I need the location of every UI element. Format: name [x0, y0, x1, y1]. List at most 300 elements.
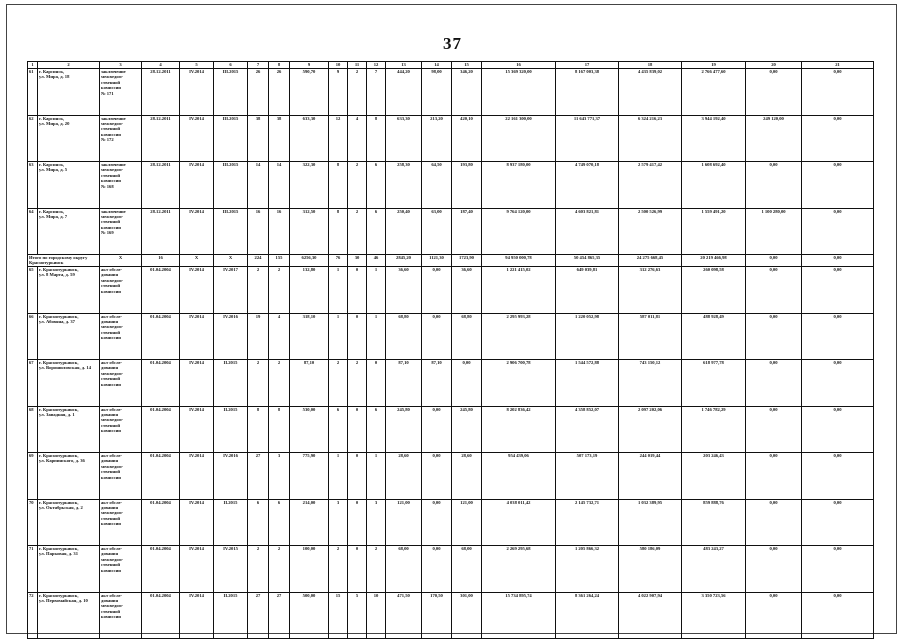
total-value-c20: 0,00	[746, 255, 802, 267]
value-cell-c4: 01.04.2004	[142, 406, 180, 453]
value-cell-c5: IV.2014	[180, 313, 214, 360]
value-cell-c6: III.2015	[214, 115, 248, 162]
value-cell-c15: 28,60	[452, 453, 482, 500]
value-cell-c10: 2	[329, 360, 348, 407]
value-cell-c19: 3 944 192,40	[682, 115, 746, 162]
column-number-14: 14	[422, 62, 452, 69]
value-cell-c21: 0,00	[802, 592, 874, 639]
table-row	[28, 313, 874, 360]
value-cell-c12: 8	[367, 115, 386, 162]
value-cell-c4: 01.04.2004	[142, 546, 180, 593]
page-number: 37	[443, 34, 462, 53]
value-cell-c20: 0,00	[746, 162, 802, 209]
column-number-8: 8	[269, 62, 290, 69]
value-cell-c7: 2	[248, 546, 269, 593]
value-cell-c9: 322,30	[290, 162, 329, 209]
value-cell-c10: 1	[329, 267, 348, 314]
value-cell-c9: 214,00	[290, 499, 329, 546]
value-cell-c13: 633,30	[386, 115, 422, 162]
value-cell-c15: 193,80	[452, 162, 482, 209]
value-cell-c21: 0,00	[802, 267, 874, 314]
value-cell-c19: 2 766 477,60	[682, 69, 746, 116]
value-cell-c15: 68,80	[452, 313, 482, 360]
column-number-6: 6	[214, 62, 248, 69]
total-value-c4: 16	[142, 255, 180, 267]
value-cell-c5: IV.2014	[180, 360, 214, 407]
housing-program-table	[27, 61, 874, 639]
column-number-21: 21	[802, 62, 874, 69]
value-cell-c15: 68,00	[452, 546, 482, 593]
value-cell-c14: 213,20	[422, 115, 452, 162]
value-cell-c4: 01.04.2004	[142, 360, 180, 407]
total-value-c8: 155	[269, 255, 290, 267]
row-number-cell: 61	[28, 69, 38, 116]
value-cell-c8: 4	[269, 313, 290, 360]
value-cell-c18: 2 097 202,06	[619, 406, 682, 453]
address-cell: г. Карсинск, ул. Мира, д. 7	[38, 208, 100, 255]
total-value-c16: 94 950 000,78	[482, 255, 556, 267]
value-cell-c12: 6	[367, 406, 386, 453]
value-cell-c5: IV.2014	[180, 499, 214, 546]
value-cell-c7: 2	[248, 360, 269, 407]
row-number-cell: 72	[28, 592, 38, 639]
document-cell: заключение межведом- ственной комиссии № 169	[100, 208, 142, 255]
value-cell-c11: 2	[348, 208, 367, 255]
value-cell-c11: 0	[348, 313, 367, 360]
value-cell-c16: 4 038 011,42	[482, 499, 556, 546]
column-number-4: 4	[142, 62, 180, 69]
value-cell-c13: 245,80	[386, 406, 422, 453]
value-cell-c4: 01.04.2004	[142, 267, 180, 314]
value-cell-c13: 471,50	[386, 592, 422, 639]
value-cell-c21: 0,00	[802, 453, 874, 500]
table-row	[28, 360, 874, 407]
value-cell-c18: 4 435 839,02	[619, 69, 682, 116]
value-cell-c9: 100,00	[290, 546, 329, 593]
table-body	[28, 69, 874, 639]
address-cell: г. Краснотурьинск, ул. 8 Марта, д. 59	[38, 267, 100, 314]
value-cell-c19: 483 243,27	[682, 546, 746, 593]
value-cell-c17: 11 643 771,37	[556, 115, 619, 162]
value-cell-c17: 4 749 070,18	[556, 162, 619, 209]
total-value-c11: 30	[348, 255, 367, 267]
value-cell-c15: 0,00	[452, 360, 482, 407]
document-cell: заключение межведом- ственной комиссии № 168	[100, 162, 142, 209]
value-cell-c13: 121,00	[386, 499, 422, 546]
value-cell-c10: 9	[329, 69, 348, 116]
column-number-18: 18	[619, 62, 682, 69]
value-cell-c14: 87,10	[422, 360, 452, 407]
value-cell-c14: 0,00	[422, 267, 452, 314]
column-number-15: 15	[452, 62, 482, 69]
document-cell: акт обсле- дования межведом- ственной комиссии	[100, 406, 142, 453]
document-cell: заключение межведом- ственной комиссии № 172	[100, 115, 142, 162]
value-cell-c5: IV.2014	[180, 453, 214, 500]
value-cell-c21: 0,00	[802, 313, 874, 360]
value-cell-c8: 14	[269, 162, 290, 209]
value-cell-c11: 4	[348, 115, 367, 162]
row-number-cell: 67	[28, 360, 38, 407]
total-value-c7: 224	[248, 255, 269, 267]
column-number-1: 1	[28, 62, 38, 69]
value-cell-c21: 0,00	[802, 69, 874, 116]
value-cell-c16: 954 439,06	[482, 453, 556, 500]
value-cell-c9: 318,10	[290, 313, 329, 360]
value-cell-c4: 01.04.2004	[142, 499, 180, 546]
row-number-cell: 65	[28, 267, 38, 314]
value-cell-c4: 28.12.2011	[142, 208, 180, 255]
value-cell-c14: 64,50	[422, 162, 452, 209]
value-cell-c20: 0,00	[746, 360, 802, 407]
total-value-c13: 2845,20	[386, 255, 422, 267]
value-cell-c4: 01.04.2004	[142, 313, 180, 360]
value-cell-c14: 170,50	[422, 592, 452, 639]
column-number-10: 10	[329, 62, 348, 69]
value-cell-c20: 1 100 280,00	[746, 208, 802, 255]
value-cell-c12: 6	[367, 208, 386, 255]
value-cell-c16: 9 764 120,00	[482, 208, 556, 255]
table-row	[28, 267, 874, 314]
total-value-c3: X	[100, 255, 142, 267]
value-cell-c17: 1 205 866,32	[556, 546, 619, 593]
table-row	[28, 115, 874, 162]
value-cell-c17: 8 361 264,24	[556, 592, 619, 639]
value-cell-c12: 2	[367, 546, 386, 593]
value-cell-c16: 1 221 415,02	[482, 267, 556, 314]
document-cell: акт обсле- дования межведом- ственной комиссии	[100, 546, 142, 593]
value-cell-c6: II.2015	[214, 592, 248, 639]
document-cell: акт обсле- дования межведом- ственной комиссии	[100, 592, 142, 639]
document-cell: акт обсле- дования межведом- ственной комиссии	[100, 267, 142, 314]
value-cell-c20: 0,00	[746, 453, 802, 500]
total-value-c14: 1121,30	[422, 255, 452, 267]
total-value-c9: 6256,30	[290, 255, 329, 267]
value-cell-c17: 4 603 821,81	[556, 208, 619, 255]
value-cell-c10: 1	[329, 453, 348, 500]
value-cell-c14: 0,00	[422, 453, 452, 500]
value-cell-c5: IV.2014	[180, 162, 214, 209]
value-cell-c21: 0,00	[802, 162, 874, 209]
value-cell-c14: 0,00	[422, 499, 452, 546]
address-cell: г. Краснотурьинск, ул. Октябрьская, д. 2	[38, 499, 100, 546]
value-cell-c13: 444,20	[386, 69, 422, 116]
column-number-12: 12	[367, 62, 386, 69]
value-cell-c8: 38	[269, 115, 290, 162]
column-number-16: 16	[482, 62, 556, 69]
value-cell-c18: 587 011,81	[619, 313, 682, 360]
value-cell-c19: 260 098,58	[682, 267, 746, 314]
value-cell-c21: 0,00	[802, 499, 874, 546]
column-number-11: 11	[348, 62, 367, 69]
value-cell-c6: IV.2016	[214, 313, 248, 360]
value-cell-c20: 0,00	[746, 406, 802, 453]
value-cell-c18: 244 019,44	[619, 453, 682, 500]
value-cell-c20: 0,00	[746, 69, 802, 116]
value-cell-c6: III.2015	[214, 208, 248, 255]
total-value-c17: 50 454 865,35	[556, 255, 619, 267]
total-row	[28, 255, 874, 267]
value-cell-c14: 0,00	[422, 313, 452, 360]
value-cell-c17: 8 167 003,38	[556, 69, 619, 116]
column-number-row	[28, 62, 874, 69]
value-cell-c15: 301,00	[452, 592, 482, 639]
value-cell-c16: 2 269 295,68	[482, 546, 556, 593]
value-cell-c18: 6 324 216,23	[619, 115, 682, 162]
value-cell-c11: 0	[348, 453, 367, 500]
value-cell-c21: 0,00	[802, 546, 874, 593]
value-cell-c10: 12	[329, 115, 348, 162]
value-cell-c6: III.2015	[214, 69, 248, 116]
value-cell-c12: 0	[367, 360, 386, 407]
value-cell-c12: 1	[367, 313, 386, 360]
value-cell-c21: 0,00	[802, 208, 874, 255]
value-cell-c11: 2	[348, 162, 367, 209]
address-cell: г. Карсинск, ул. Мира, д. 5	[38, 162, 100, 209]
value-cell-c19: 1 559 491,20	[682, 208, 746, 255]
value-cell-c16: 22 161 300,00	[482, 115, 556, 162]
row-number-cell: 70	[28, 499, 38, 546]
value-cell-c16: 15 369 320,00	[482, 69, 556, 116]
total-value-c21: 0,00	[802, 255, 874, 267]
value-cell-c13: 68,00	[386, 546, 422, 593]
value-cell-c6: IV.2015	[214, 546, 248, 593]
value-cell-c20: 0,00	[746, 499, 802, 546]
value-cell-c7: 14	[248, 162, 269, 209]
value-cell-c9: 87,10	[290, 360, 329, 407]
value-cell-c5: IV.2014	[180, 592, 214, 639]
value-cell-c4: 28.12.2011	[142, 115, 180, 162]
value-cell-c15: 245,80	[452, 406, 482, 453]
value-cell-c14: 63,00	[422, 208, 452, 255]
value-cell-c14: 98,00	[422, 69, 452, 116]
value-cell-c11: 5	[348, 592, 367, 639]
table-row	[28, 208, 874, 255]
value-cell-c8: 2	[269, 267, 290, 314]
value-cell-c8: 8	[269, 406, 290, 453]
value-cell-c13: 250,40	[386, 208, 422, 255]
row-number-cell: 66	[28, 313, 38, 360]
row-number-cell: 62	[28, 115, 38, 162]
column-number-20: 20	[746, 62, 802, 69]
address-cell: г. Краснотурьинск, ул. Карпинского, д. 36	[38, 453, 100, 500]
value-cell-c4: 28.12.2011	[142, 69, 180, 116]
value-cell-c19: 3 350 723,56	[682, 592, 746, 639]
value-cell-c19: 618 977,78	[682, 360, 746, 407]
value-cell-c9: 775,90	[290, 453, 329, 500]
total-value-c15: 1723,90	[452, 255, 482, 267]
value-cell-c16: 2 906 700,78	[482, 360, 556, 407]
value-cell-c17: 4 358 852,07	[556, 406, 619, 453]
row-number-cell: 63	[28, 162, 38, 209]
value-cell-c16: 8 937 180,00	[482, 162, 556, 209]
value-cell-c13: 36,60	[386, 267, 422, 314]
value-cell-c8: 2	[269, 546, 290, 593]
value-cell-c9: 530,00	[290, 406, 329, 453]
table-row	[28, 406, 874, 453]
value-cell-c17: 1 220 052,98	[556, 313, 619, 360]
document-cell: акт обсле- дования межведом- ственной комиссии	[100, 499, 142, 546]
value-cell-c21: 0,00	[802, 360, 874, 407]
value-cell-c16: 15 734 895,74	[482, 592, 556, 639]
value-cell-c7: 38	[248, 115, 269, 162]
value-cell-c20: 0,00	[746, 546, 802, 593]
value-cell-c15: 121,00	[452, 499, 482, 546]
row-number-cell: 69	[28, 453, 38, 500]
address-cell: г. Карсинск, ул. Мира, д. 18	[38, 69, 100, 116]
value-cell-c8: 27	[269, 592, 290, 639]
total-value-c10: 76	[329, 255, 348, 267]
column-number-3: 3	[100, 62, 142, 69]
value-cell-c19: 1 608 692,40	[682, 162, 746, 209]
value-cell-c4: 01.04.2004	[142, 453, 180, 500]
value-cell-c8: 3	[269, 453, 290, 500]
value-cell-c8: 26	[269, 69, 290, 116]
value-cell-c15: 187,40	[452, 208, 482, 255]
value-cell-c8: 16	[269, 208, 290, 255]
value-cell-c18: 2 579 417,42	[619, 162, 682, 209]
value-cell-c17: 2 145 732,71	[556, 499, 619, 546]
value-cell-c18: 743 150,12	[619, 360, 682, 407]
value-cell-c10: 8	[329, 208, 348, 255]
value-cell-c10: 1	[329, 313, 348, 360]
value-cell-c6: IV.2016	[214, 453, 248, 500]
value-cell-c5: IV.2014	[180, 406, 214, 453]
value-cell-c6: II.2015	[214, 360, 248, 407]
table-row	[28, 69, 874, 116]
address-cell: г. Краснотурьинск, ул. Западная, д. 1	[38, 406, 100, 453]
table-row	[28, 453, 874, 500]
value-cell-c18: 4 022 907,94	[619, 592, 682, 639]
value-cell-c21: 0,00	[802, 406, 874, 453]
value-cell-c21: 0,00	[802, 115, 874, 162]
table-row	[28, 592, 874, 639]
value-cell-c11: 0	[348, 499, 367, 546]
total-value-c19: 20 219 466,98	[682, 255, 746, 267]
row-number-cell: 71	[28, 546, 38, 593]
document-cell: заключение межведом- ственной комиссии № 171	[100, 69, 142, 116]
value-cell-c10: 6	[329, 406, 348, 453]
column-number-17: 17	[556, 62, 619, 69]
value-cell-c10: 15	[329, 592, 348, 639]
value-cell-c12: 7	[367, 69, 386, 116]
value-cell-c5: IV.2014	[180, 115, 214, 162]
value-cell-c19: 859 888,76	[682, 499, 746, 546]
value-cell-c9: 312,50	[290, 208, 329, 255]
value-cell-c9: 132,80	[290, 267, 329, 314]
column-number-7: 7	[248, 62, 269, 69]
value-cell-c11: 2	[348, 69, 367, 116]
value-cell-c7: 16	[248, 208, 269, 255]
value-cell-c15: 346,20	[452, 69, 482, 116]
value-cell-c5: IV.2014	[180, 208, 214, 255]
value-cell-c4: 01.04.2004	[142, 592, 180, 639]
value-cell-c19: 1 746 782,29	[682, 406, 746, 453]
value-cell-c10: 3	[329, 499, 348, 546]
table-row	[28, 499, 874, 546]
value-cell-c14: 0,00	[422, 546, 452, 593]
value-cell-c12: 3	[367, 499, 386, 546]
value-cell-c20: 0,00	[746, 267, 802, 314]
value-cell-c5: IV.2014	[180, 546, 214, 593]
value-cell-c12: 10	[367, 592, 386, 639]
address-cell: г. Краснотурьинск, ул. Парковая, д. 31	[38, 546, 100, 593]
value-cell-c17: 507 173,19	[556, 453, 619, 500]
value-cell-c12: 1	[367, 267, 386, 314]
value-cell-c11: 0	[348, 406, 367, 453]
column-number-9: 9	[290, 62, 329, 69]
value-cell-c20: 0,00	[746, 313, 802, 360]
value-cell-c12: 6	[367, 162, 386, 209]
value-cell-c5: IV.2014	[180, 267, 214, 314]
value-cell-c6: III.2015	[214, 162, 248, 209]
value-cell-c15: 420,10	[452, 115, 482, 162]
value-cell-c6: II.2015	[214, 406, 248, 453]
value-cell-c15: 36,60	[452, 267, 482, 314]
value-cell-c8: 2	[269, 360, 290, 407]
total-label-cell: Итого по городскому округу Краснотурьинск	[28, 255, 100, 267]
address-cell: г. Карсинск, ул. Мира, д. 20	[38, 115, 100, 162]
value-cell-c18: 1 032 389,95	[619, 499, 682, 546]
value-cell-c20: 249 120,00	[746, 115, 802, 162]
value-cell-c7: 26	[248, 69, 269, 116]
value-cell-c4: 28.12.2011	[142, 162, 180, 209]
value-cell-c10: 8	[329, 162, 348, 209]
value-cell-c9: 590,70	[290, 69, 329, 116]
total-value-c6: X	[214, 255, 248, 267]
total-value-c12: 46	[367, 255, 386, 267]
value-cell-c7: 2	[248, 267, 269, 314]
column-number-2: 2	[38, 62, 100, 69]
column-number-5: 5	[180, 62, 214, 69]
value-cell-c19: 488 928,49	[682, 313, 746, 360]
value-cell-c11: 0	[348, 267, 367, 314]
value-cell-c11: 2	[348, 360, 367, 407]
column-number-13: 13	[386, 62, 422, 69]
value-cell-c7: 19	[248, 313, 269, 360]
value-cell-c20: 0,00	[746, 592, 802, 639]
value-cell-c9: 633,30	[290, 115, 329, 162]
column-number-19: 19	[682, 62, 746, 69]
address-cell: г. Краснотурьинск, ул. Абовяна, д. 37	[38, 313, 100, 360]
address-cell: г. Краснотурьинск, ул. Первомайская, д. 10	[38, 592, 100, 639]
value-cell-c7: 27	[248, 453, 269, 500]
value-cell-c13: 68,80	[386, 313, 422, 360]
total-value-c5: X	[180, 255, 214, 267]
address-cell: г. Краснотурьинск, ул. Ворошиловская, д. 14	[38, 360, 100, 407]
value-cell-c12: 1	[367, 453, 386, 500]
value-cell-c7: 8	[248, 406, 269, 453]
value-cell-c14: 0,00	[422, 406, 452, 453]
value-cell-c13: 258,30	[386, 162, 422, 209]
value-cell-c10: 2	[329, 546, 348, 593]
value-cell-c16: 8 202 836,42	[482, 406, 556, 453]
document-cell: акт обсле- дования межведом- ственной комиссии	[100, 360, 142, 407]
value-cell-c7: 27	[248, 592, 269, 639]
row-number-cell: 68	[28, 406, 38, 453]
value-cell-c7: 6	[248, 499, 269, 546]
value-cell-c17: 1 544 572,88	[556, 360, 619, 407]
value-cell-c8: 6	[269, 499, 290, 546]
value-cell-c19: 203 246,43	[682, 453, 746, 500]
document-cell: акт обсле- дования межведом- ственной комиссии	[100, 313, 142, 360]
row-number-cell: 64	[28, 208, 38, 255]
value-cell-c18: 2 500 526,99	[619, 208, 682, 255]
value-cell-c5: IV.2014	[180, 69, 214, 116]
value-cell-c13: 87,10	[386, 360, 422, 407]
table-row	[28, 162, 874, 209]
document-cell: акт обсле- дования межведом- ственной комиссии	[100, 453, 142, 500]
value-cell-c11: 0	[348, 546, 367, 593]
